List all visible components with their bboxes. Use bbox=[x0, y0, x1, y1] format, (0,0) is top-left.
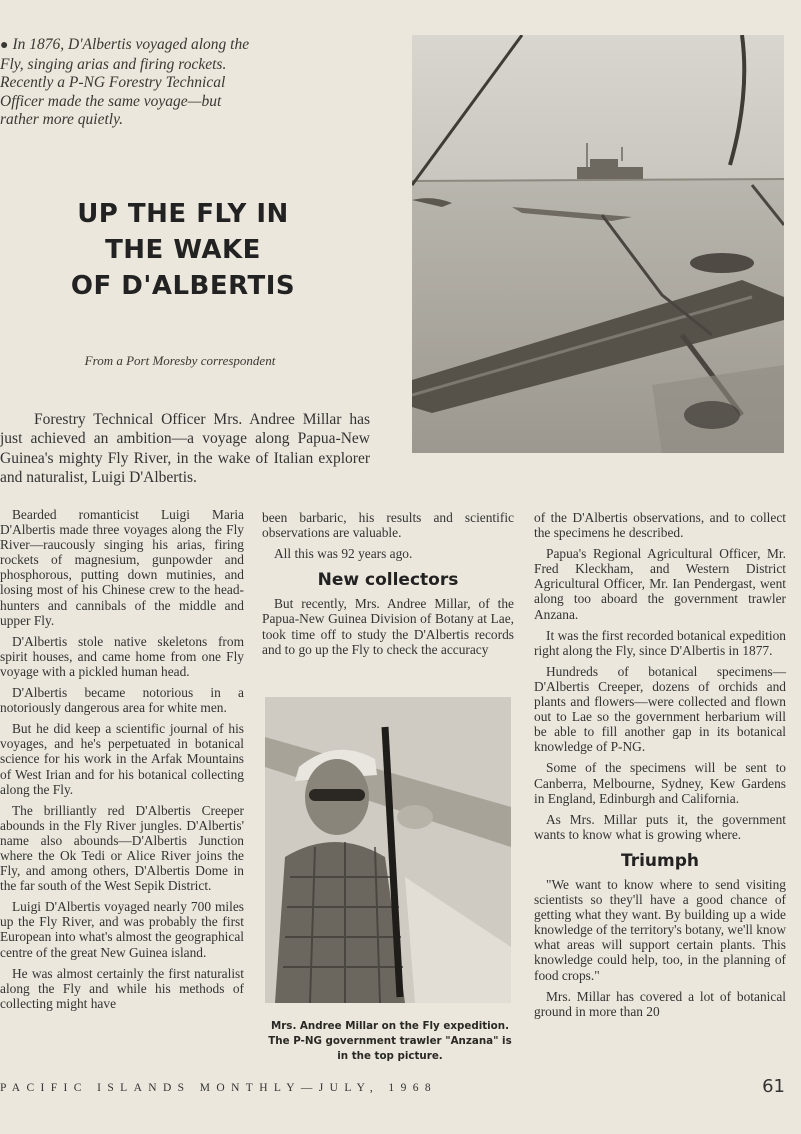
intro-text: In 1876, D'Albertis voyaged along the Fly, singing arias and firing rockets. Recently a P-NG Forestry Technical Officer made the same voyage—but rather more quietly. bbox=[0, 36, 250, 129]
col3-paragraph: As Mrs. Millar puts it, the government wants to know what is growing where. bbox=[534, 811, 786, 842]
byline: From a Port Moresby correspondent bbox=[84, 353, 276, 368]
article-title bbox=[52, 196, 314, 304]
col3-paragraph: Papua's Regional Agricultural Officer, Mr. Fred Kleckham, and Western District Agricultural Officer, Mr. Ian Pendergast, went along too aboard the government trawler Anzana. bbox=[534, 546, 786, 622]
column-1 bbox=[0, 507, 244, 1017]
title-line-2: THE WAKE bbox=[105, 235, 261, 265]
millar-photo bbox=[265, 697, 511, 1003]
col3-paragraph: Hundreds of botanical specimens—D'Albertis Creeper, dozens of orchids and plants and flowers—were collected and flown out to Lae so the government herbarium will be able to fill another gap in its botanical knowledge of P-NG. bbox=[534, 663, 786, 755]
lead-text: Forestry Technical Officer Mrs. Andree Millar has just achieved an ambition—a voyage along Papua-New Guinea's mighty Fly River, in the wake of Italian explorer and naturalist, Luigi D'Albertis. bbox=[0, 411, 370, 487]
col1-paragraph: D'Albertis stole native skeletons from spirit houses, and came home from one Fly voyage with a pickled human head. bbox=[0, 633, 244, 679]
millar-image bbox=[265, 697, 511, 1003]
river-trawler-photo bbox=[412, 35, 784, 453]
col3-paragraph: Some of the specimens will be sent to Canberra, Melbourne, Sydney, Kew Gardens in England, Edinburgh and California. bbox=[534, 760, 786, 806]
intro-deck bbox=[0, 36, 252, 130]
title-line-1: UP THE FLY IN bbox=[77, 199, 289, 229]
subhead-new-collectors: New collectors bbox=[317, 570, 459, 591]
col3-paragraph: "We want to know where to send visiting scientists so they'll have a good chance of getting what they want. By building up a wide knowledge of the territory's botany, we'll know what areas will support certain plants. This knowledge could help, too, in the planning of food crops." bbox=[534, 876, 786, 983]
column-2 bbox=[262, 510, 514, 663]
subhead-triumph: Triumph bbox=[620, 850, 700, 871]
bullet-icon: ● bbox=[0, 38, 9, 53]
col2-paragraph: been barbaric, his results and scientific observations are valuable. bbox=[262, 510, 514, 541]
col1-paragraph: D'Albertis became notorious in a notoriously dangerous area for white men. bbox=[0, 685, 244, 716]
lead-paragraph bbox=[0, 410, 370, 488]
col2-paragraph: All this was 92 years ago. bbox=[274, 546, 413, 562]
publication-footer: PACIFIC ISLANDS MONTHLY—JULY, 1968 bbox=[0, 1082, 438, 1094]
title-line-3: OF D'ALBERTIS bbox=[70, 271, 296, 301]
col3-paragraph: Mrs. Millar has covered a lot of botanical ground in more than 20 bbox=[534, 988, 786, 1019]
page-number: 61 bbox=[762, 1076, 785, 1097]
photo-caption: Mrs. Andree Millar on the Fly expedition. The P-NG government trawler "Anzana" is in the top picture. bbox=[268, 1020, 512, 1062]
col1-paragraph: But he did keep a scientific journal of his voyages, and he's perpetuated in botanical science for his work in the Arfak Mountains of West Irian and for his botanical collecting along the Fly. bbox=[0, 721, 244, 797]
col1-paragraph: Bearded romanticist Luigi Maria D'Albertis made three voyages along the Fly River—raucously singing his arias, firing rockets of magnesium, gunpowder and phosphorous, putting down mutinies, and losing most of his Chinese crew to the head-hunters and cannibals of the middle and upper Fly. bbox=[0, 507, 244, 628]
col3-paragraph: of the D'Albertis observations, and to collect the specimens he described. bbox=[534, 510, 786, 541]
col1-paragraph: Luigi D'Albertis voyaged nearly 700 miles up the Fly River, and was probably the first European into what's almost the geographical centre of the great New Guinea island. bbox=[0, 899, 244, 960]
col1-paragraph: The brilliantly red D'Albertis Creeper abounds in the Fly River jungles. D'Albertis' name also abounds—D'Albertis Junction where the Ok Tedi or Alice River joins the Fly, and among others, D'Albertis Dome in the far south of the West Sepik District. bbox=[0, 802, 244, 894]
col1-paragraph: He was almost certainly the first naturalist along the Fly and while his methods of collecting might have bbox=[0, 965, 244, 1011]
river-trawler-image bbox=[412, 35, 784, 453]
column-3 bbox=[534, 510, 786, 1025]
col2-paragraph: But recently, Mrs. Andree Millar, of the Papua-New Guinea Division of Botany at Lae, took time off to study the D'Albertis records and to go up the Fly to check the accuracy bbox=[262, 596, 514, 657]
col3-paragraph: It was the first recorded botanical expedition right along the Fly, since D'Albertis in 1877. bbox=[534, 627, 786, 658]
